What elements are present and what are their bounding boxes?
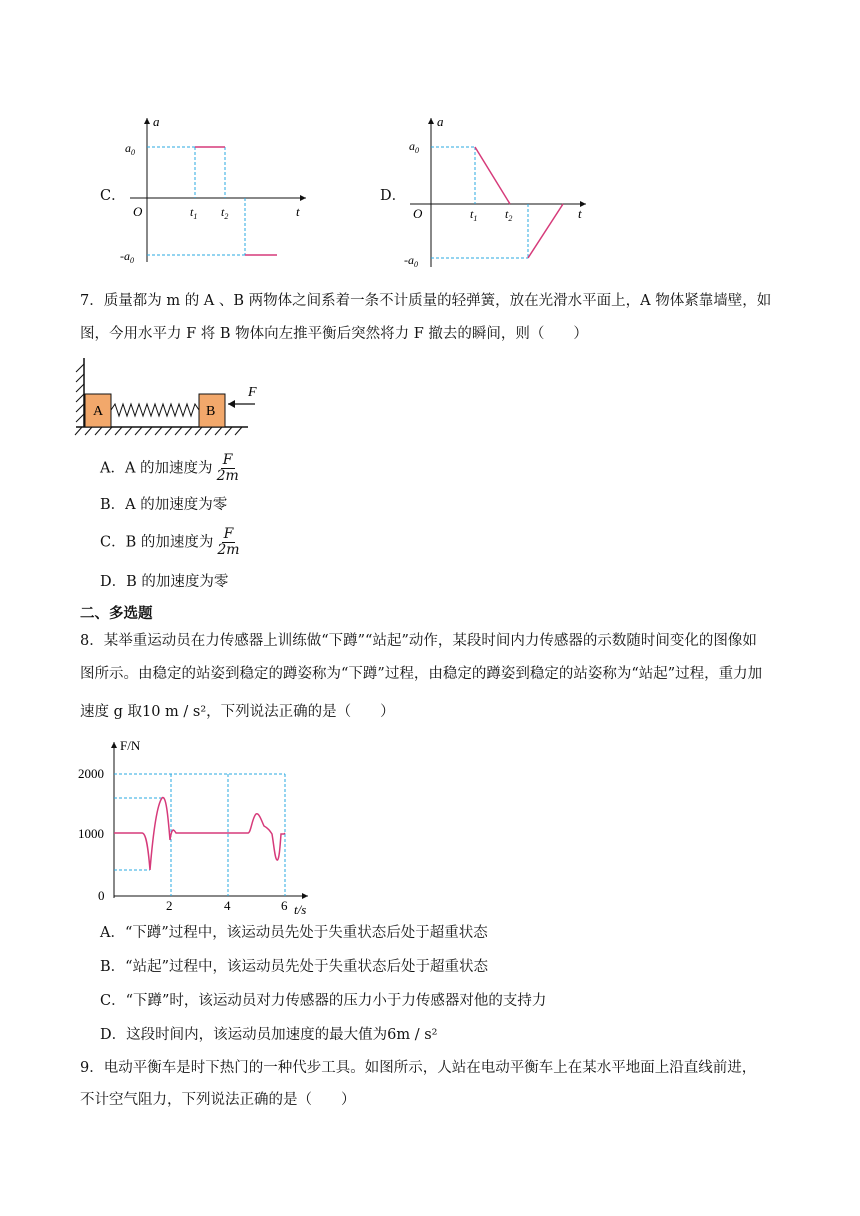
q8-option-c[interactable]: C．“下蹲”时，该运动员对力传感器的压力小于力传感器对他的支持力: [100, 993, 547, 1009]
q8-text-line3: 速度 g 取10 m / s²，下列说法正确的是（ ）: [80, 704, 395, 720]
q9-text-line1: 9．电动平衡车是时下热门的一种代步工具。如图所示，人站在电动平衡车上在某水平地面上沿直线前进，: [80, 1060, 757, 1076]
q7-option-d[interactable]: D．B 的加速度为零: [100, 574, 229, 590]
svg-text:-a0: $-a_0$: [404, 253, 418, 269]
svg-text:a: a: [437, 114, 444, 129]
svg-text:t1: $t_1$: [190, 205, 198, 221]
svg-text:A: A: [93, 404, 104, 419]
spring: [111, 404, 199, 416]
segment-increase: [528, 204, 563, 258]
q7-text-line1: 7．质量都为 m 的 A 、B 两物体之间系着一条不计质量的轻弹簧，放在光滑水平面上，A 物体紧靠墙壁，如: [80, 293, 772, 309]
x-axis-label: t: [296, 204, 300, 219]
svg-text:t2: $t_2$: [221, 205, 229, 221]
x-axis-label: t/s: [294, 902, 307, 916]
q8-option-d[interactable]: D．这段时间内，该运动员加速度的最大值为6m / s²: [100, 1027, 438, 1043]
option-c-label: C．: [100, 188, 126, 204]
force-curve: [114, 798, 285, 870]
option-d-label: D．: [380, 188, 407, 204]
q8-text-line2: 图所示。由稳定的站姿到稳定的蹲姿称为“下蹲”过程，由稳定的蹲姿到稳定的站姿称为“站起”过程，重力加: [80, 666, 763, 682]
svg-text:F: F: [248, 385, 257, 400]
q8-option-b[interactable]: B．“站起”过程中，该运动员先处于失重状态后处于超重状态: [100, 959, 488, 975]
origin-label: O: [133, 204, 143, 219]
q8-option-a[interactable]: A．“下蹲”过程中，该运动员先处于失重状态后处于超重状态: [100, 925, 488, 941]
svg-text:-a0: $-a_0$: [120, 249, 134, 265]
q7-option-b[interactable]: B．A 的加速度为零: [100, 497, 228, 513]
svg-text:t: t: [578, 206, 582, 221]
graph-option-d: [400, 112, 600, 272]
q7-text-line2: 图，今用水平力 F 将 B 物体向左推平衡后突然将力 F 撤去的瞬间，则（ ）: [80, 326, 588, 342]
q7-option-c[interactable]: C．B 的加速度为 $\frac{F}{2m}$: [100, 526, 240, 558]
graph-option-c: [120, 112, 320, 272]
svg-text:O: O: [413, 206, 423, 221]
ytick-0: 0: [98, 888, 105, 903]
y-axis-label: a: [153, 114, 160, 129]
xtick-2: 2: [166, 898, 173, 913]
svg-text:a0: $a_0$: [125, 141, 135, 157]
svg-text:B: B: [206, 404, 216, 419]
force-arrow-icon: [228, 400, 235, 408]
svg-text:t2: $t_2$: [505, 207, 513, 223]
svg-text:t1: $t_1$: [470, 207, 478, 223]
xtick-6: 6: [281, 898, 288, 913]
q8-force-chart: [72, 736, 322, 916]
section-heading-multi-choice: 二、多选题: [80, 606, 153, 622]
q9-text-line2: 不计空气阻力，下列说法正确的是（ ）: [80, 1092, 356, 1108]
svg-text:a0: $a_0$: [409, 139, 419, 155]
q7-spring-figure: [72, 352, 262, 442]
xtick-4: 4: [224, 898, 231, 913]
q8-text-line1: 8．某举重运动员在力传感器上训练做“下蹲”“站起”动作，某段时间内力传感器的示数随时间变化的图像如: [80, 633, 757, 649]
ytick-1000: 1000: [78, 826, 104, 841]
segment-decrease: [475, 147, 510, 204]
y-axis-label: F/N: [120, 738, 141, 753]
guide-lines: [114, 774, 285, 896]
q7-option-a[interactable]: A．A 的加速度为 $\frac{F}{2m}$: [100, 452, 239, 484]
ytick-2000: 2000: [78, 766, 104, 781]
